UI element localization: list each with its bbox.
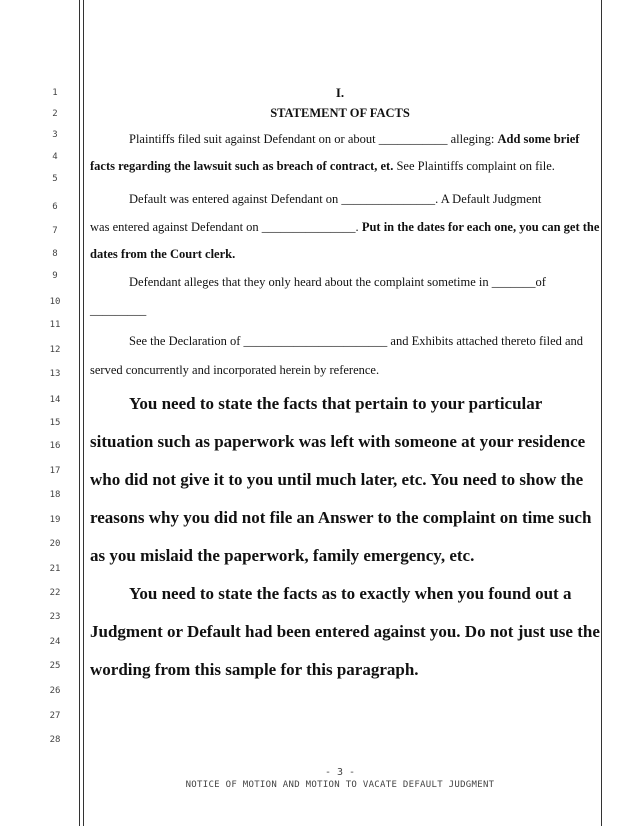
line-number: 10 [49,297,61,307]
instruction-line: who did not give it to you until much later, etc. You need to show the [90,470,584,489]
instruction-text: facts regarding the lawsuit such as breach of contract, et. [90,159,394,173]
instruction-text: dates from the Court clerk. [90,247,236,261]
paragraph-line: Default was entered against Defendant on _______________. A Default Judgment [129,192,542,206]
section-title: STATEMENT OF FACTS [270,106,410,120]
line-number: 12 [49,345,61,355]
instruction-text: Put in the dates for each one, you can get the [361,220,600,234]
line-number: 8 [52,249,58,259]
line-number: 11 [49,320,61,330]
line-number: 21 [49,564,61,574]
line-number: 9 [52,271,58,281]
line-number: 4 [52,152,58,162]
line-number: 17 [49,466,61,476]
line-number: 1 [52,88,58,98]
paragraph-line [90,247,235,262]
instruction-line: wording from this sample for this paragraph. [90,660,419,679]
paragraph-text: Plaintiffs filed suit against Defendant on or about ___________ alleging: [129,132,498,146]
line-number: 20 [49,539,61,549]
right-margin-rule [601,0,602,826]
left-margin-rule-2 [83,0,84,826]
paragraph-line: See the Declaration of _______________________ and Exhibits attached thereto filed and [129,334,584,348]
instruction-line: You need to state the facts as to exactly when you found out a [129,584,572,603]
line-number: 15 [49,418,61,428]
line-number: 23 [49,612,61,622]
line-number: 2 [52,109,58,119]
line-number: 6 [52,202,58,212]
line-number: 22 [49,588,61,598]
left-margin-rule-1 [79,0,80,826]
paragraph-line: Defendant alleges that they only heard about the complaint sometime in _______of [129,275,546,289]
paragraph-line [129,132,579,147]
line-number: 5 [52,174,58,184]
line-number: 18 [49,490,61,500]
paragraph-line [90,220,599,235]
instruction-text: Add some brief [497,132,580,146]
line-number: 14 [49,395,61,405]
paragraph-line: _________ [90,303,147,317]
footer-document-title: NOTICE OF MOTION AND MOTION TO VACATE DEFAULT JUDGMENT [185,780,495,790]
line-number: 24 [49,637,61,647]
instruction-line: reasons why you did not file an Answer to the complaint on time such [90,508,592,527]
line-number: 7 [52,226,58,236]
paragraph-text: See Plaintiffs complaint on file. [393,159,555,173]
line-number: 19 [49,515,61,525]
instruction-line: You need to state the facts that pertain to your particular [129,394,543,413]
line-number: 13 [49,369,61,379]
instruction-line: as you mislaid the paperwork, family emergency, etc. [90,546,475,565]
line-number: 27 [49,711,61,721]
instruction-line: Judgment or Default had been entered against you. Do not just use the [90,622,600,641]
page-number: - 3 - [324,767,356,778]
section-number: I. [335,85,345,100]
line-number: 26 [49,686,61,696]
line-number: 16 [49,441,61,451]
paragraph-line [90,159,555,174]
line-number: 28 [49,735,61,745]
paragraph-line: served concurrently and incorporated herein by reference. [90,363,380,377]
line-number: 25 [49,661,61,671]
paragraph-text: was entered against Defendant on _______________. [90,220,362,234]
line-number: 3 [52,130,58,140]
instruction-line: situation such as paperwork was left with someone at your residence [90,432,586,451]
